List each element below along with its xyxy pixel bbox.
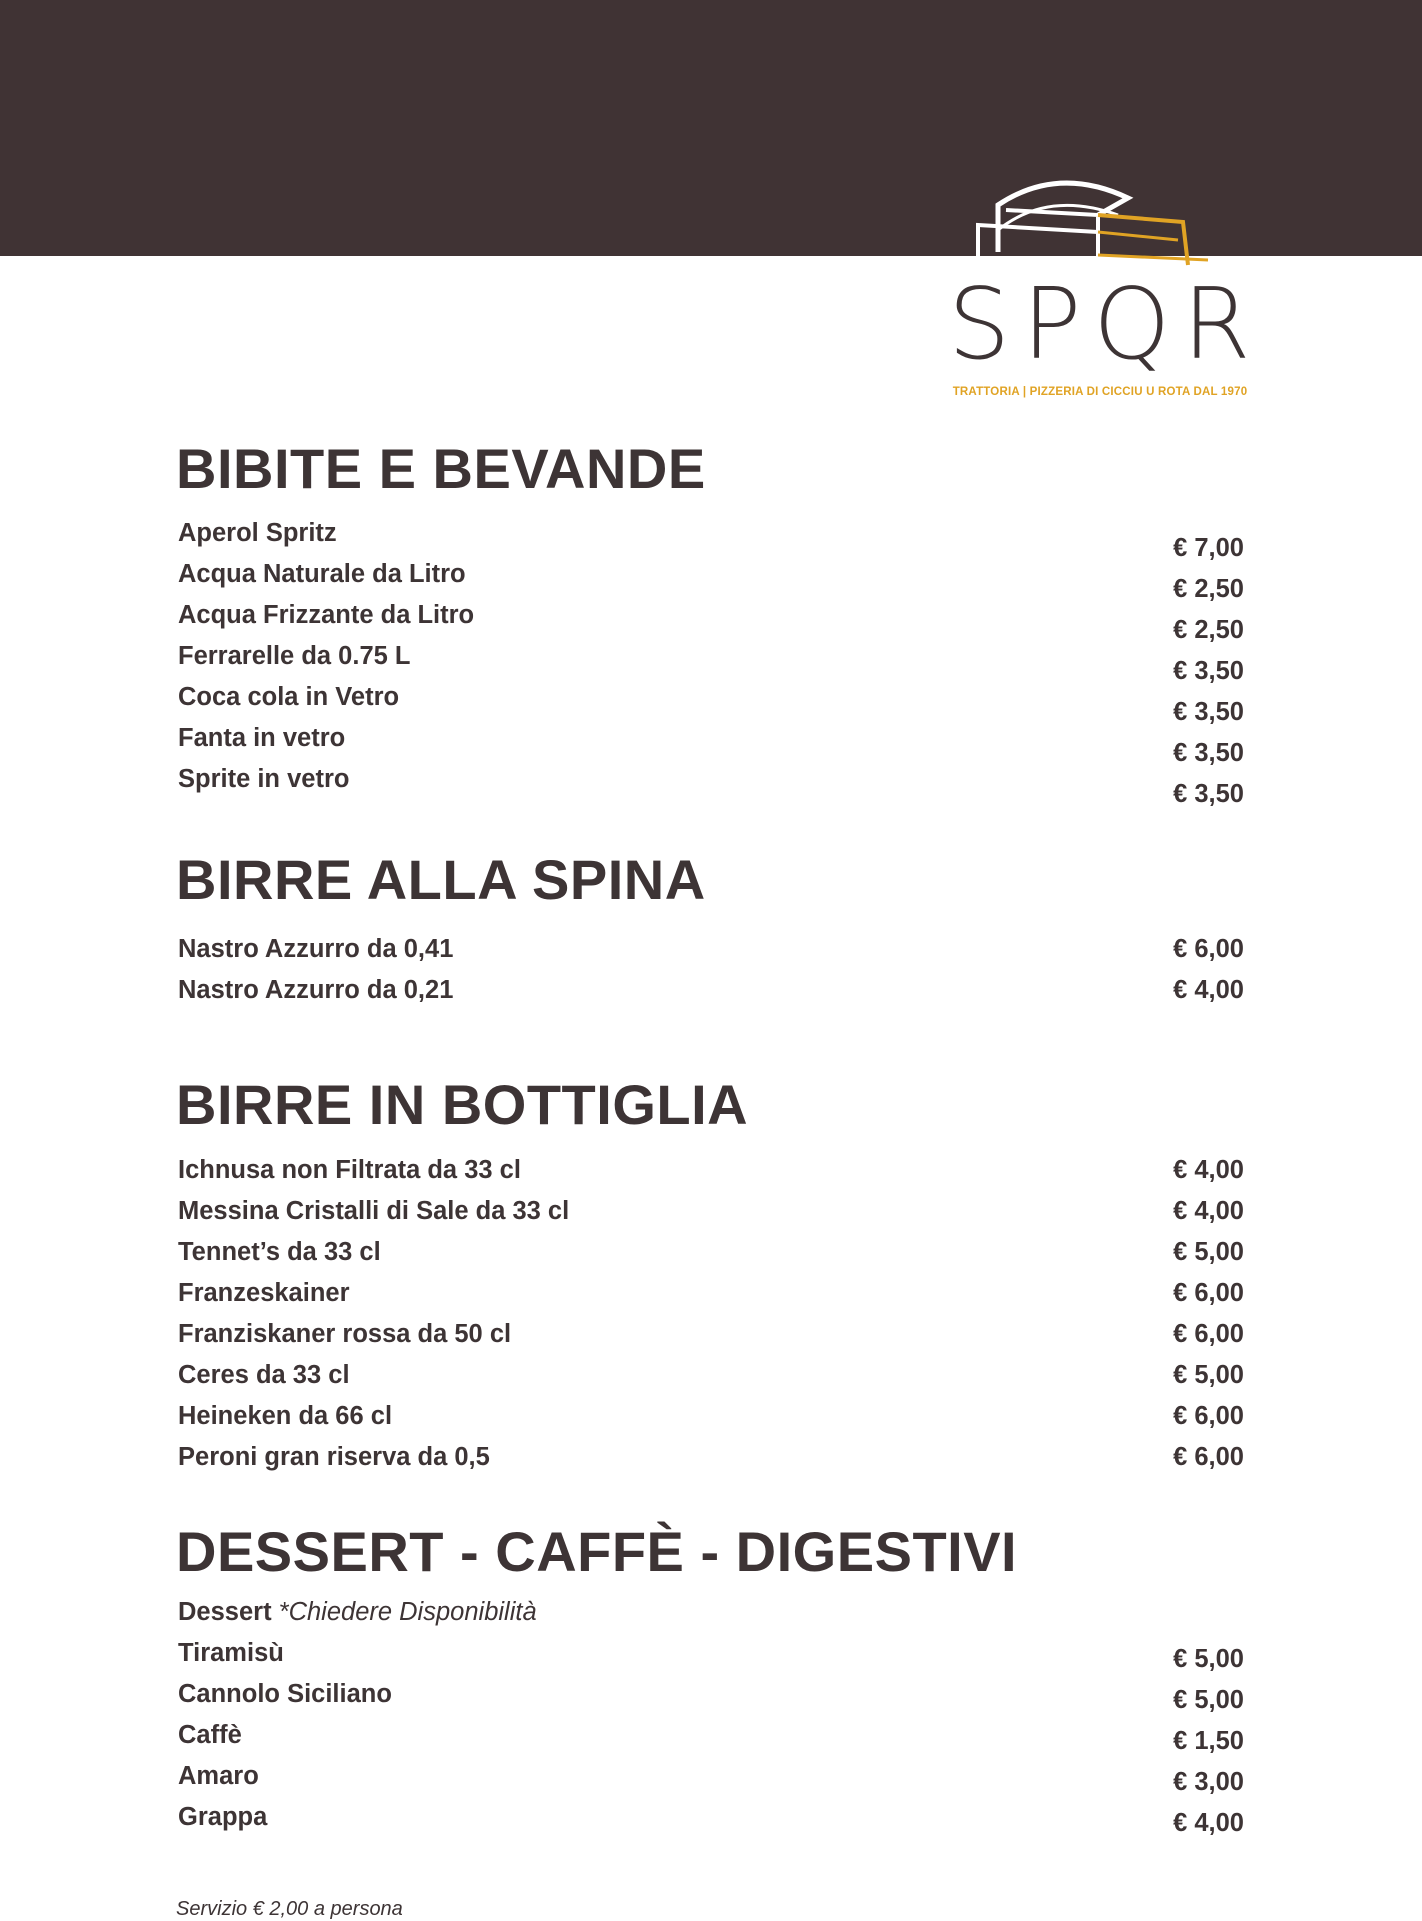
menu-item-price: € 4,00 (1173, 976, 1244, 1004)
logo-tagline: TRATTORIA | PIZZERIA DI CICCIU U ROTA DAL 1970 (952, 386, 1248, 398)
menu-item-price: € 2,50 (1173, 616, 1244, 644)
menu-item-price: € 5,00 (1173, 1645, 1244, 1673)
menu-item-name: Nastro Azzurro da 0,21 (178, 976, 454, 1004)
menu-item-price: € 1,50 (1173, 1727, 1244, 1755)
menu-item-name: Ceres da 33 cl (178, 1361, 350, 1389)
menu-item-price: € 5,00 (1173, 1686, 1244, 1714)
section-title-draft-beer: BIRRE ALLA SPINA (176, 848, 706, 911)
menu-item-name: Cannolo Siciliano (178, 1680, 392, 1708)
menu-item-name: Peroni gran riserva da 0,5 (178, 1443, 490, 1471)
menu-item-name: Coca cola in Vetro (178, 683, 400, 711)
menu-item-price: € 2,50 (1173, 575, 1244, 603)
menu-item-price: € 3,50 (1173, 739, 1244, 767)
menu-item-price: € 6,00 (1173, 1279, 1244, 1307)
section-title-drinks: BIBITE E BEVANDE (176, 437, 706, 500)
menu-item-price: € 3,50 (1173, 698, 1244, 726)
menu-item-name: Nastro Azzurro da 0,41 (178, 935, 454, 963)
menu-item-name: Aperol Spritz (178, 519, 337, 547)
menu-item-price: € 5,00 (1173, 1238, 1244, 1266)
dessert-intro-label: Dessert (178, 1598, 272, 1626)
menu-item-name: Ferrarelle da 0.75 L (178, 642, 411, 670)
menu-item-name: Caffè (178, 1721, 242, 1749)
menu-item-name: Heineken da 66 cl (178, 1402, 393, 1430)
menu-item-price: € 6,00 (1173, 1402, 1244, 1430)
menu-item-name: Tennet’s da 33 cl (178, 1238, 381, 1266)
menu-item-name: Acqua Frizzante da Litro (178, 601, 475, 629)
menu-item-name: Franziskaner rossa da 50 cl (178, 1320, 512, 1348)
menu-item-price: € 4,00 (1173, 1156, 1244, 1184)
section-title-dessert: DESSERT - CAFFÈ - DIGESTIVI (176, 1520, 1018, 1583)
menu-item-price: € 6,00 (1173, 1320, 1244, 1348)
menu-item-price: € 3,50 (1173, 657, 1244, 685)
menu-item-price: € 4,00 (1173, 1197, 1244, 1225)
menu-item-name: Messina Cristalli di Sale da 33 cl (178, 1197, 570, 1225)
menu-item-name: Ichnusa non Filtrata da 33 cl (178, 1156, 521, 1184)
logo-wordmark: SPQR (948, 268, 1263, 382)
menu-item-name: Franzeskainer (178, 1279, 350, 1307)
availability-note: *Chiedere Disponibilità (278, 1598, 537, 1626)
menu-item-price: € 3,00 (1173, 1768, 1244, 1796)
menu-item-name: Acqua Naturale da Litro (178, 560, 466, 588)
dessert-intro (178, 1600, 537, 1626)
menu-item-price: € 6,00 (1173, 935, 1244, 963)
menu-item-price: € 3,50 (1173, 780, 1244, 808)
menu-item-price: € 4,00 (1173, 1809, 1244, 1837)
menu-item-name: Amaro (178, 1762, 259, 1790)
menu-item-name: Sprite in vetro (178, 765, 350, 793)
service-charge-note: Servizio € 2,00 a persona (176, 1898, 403, 1920)
menu-item-price: € 5,00 (1173, 1361, 1244, 1389)
section-title-bottled-beer: BIRRE IN BOTTIGLIA (176, 1073, 749, 1136)
menu-item-price: € 7,00 (1173, 534, 1244, 562)
menu-item-name: Tiramisù (178, 1639, 284, 1667)
menu-item-price: € 6,00 (1173, 1443, 1244, 1471)
menu-item-name: Grappa (178, 1803, 268, 1831)
menu-item-name: Fanta in vetro (178, 724, 346, 752)
